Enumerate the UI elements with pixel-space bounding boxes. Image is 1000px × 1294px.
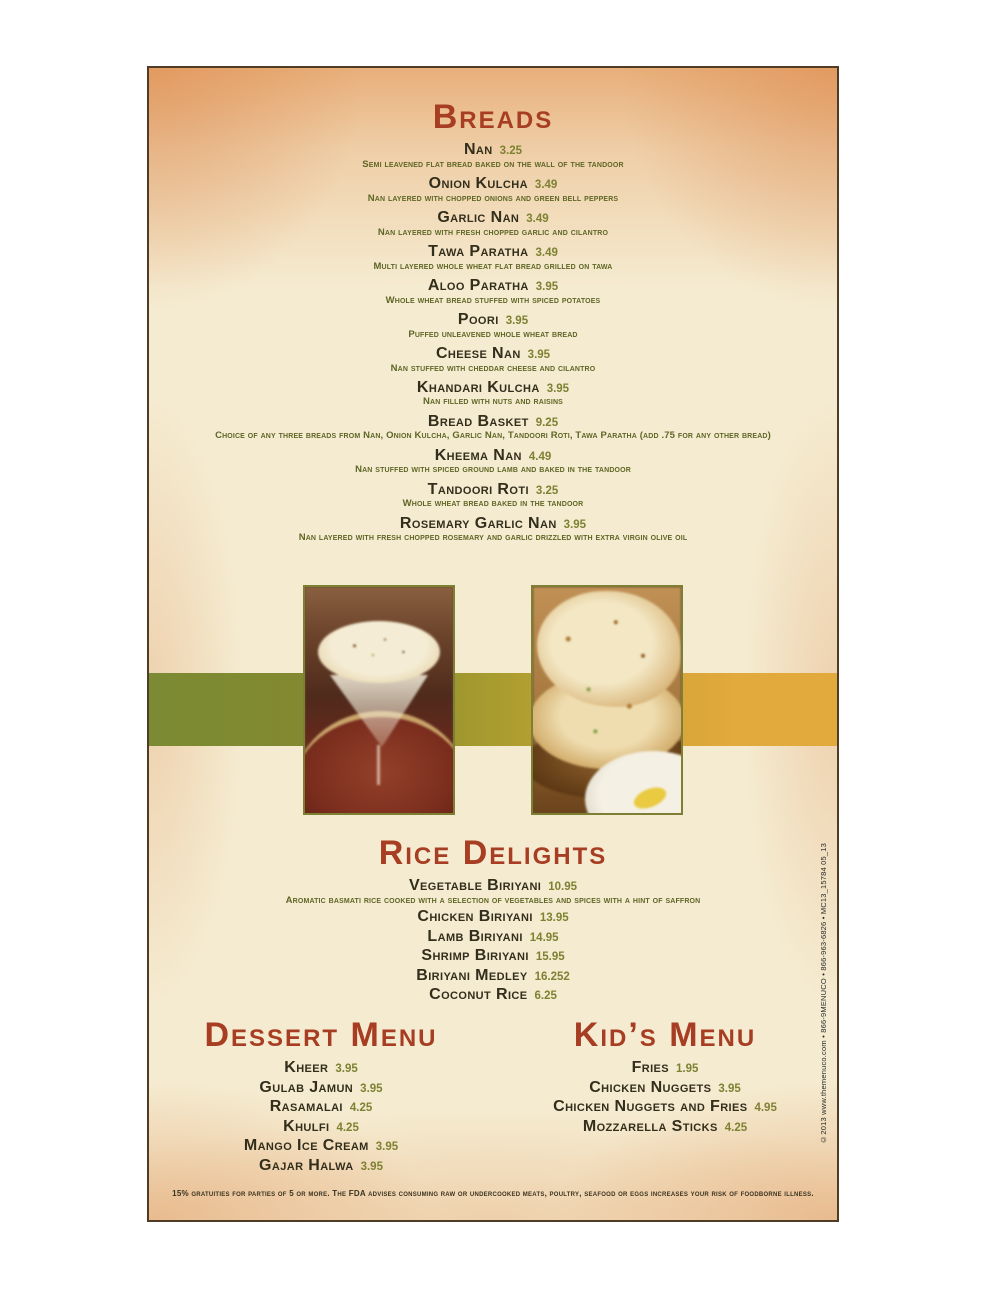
menu-item-price: 15.95 [535,951,565,964]
menu-item-line [149,1098,493,1116]
menu-item-price: 14.95 [529,931,559,944]
menu-item-description: Multi layered whole wheat flat bread grilled on tawa [373,260,613,272]
menu-item-line [493,1059,837,1077]
menu-item [493,1059,837,1077]
menu-item-description: Nan layered with fresh chopped garlic and cilantro [377,226,609,238]
menu-item [149,877,837,906]
menu-item-price: 1.95 [676,1063,699,1075]
section-title-rice-delights: Rice Delights [378,834,608,872]
section-title-dessert-menu: Dessert Menu [204,1016,438,1054]
naan-photo-art [533,587,681,813]
menu-item-line [149,175,837,193]
menu-item-name: Kheer [284,1059,329,1076]
naan-char-spots [541,597,677,765]
menu-item-description: Nan stuffed with spiced ground lamb and baked in the tandoor [355,464,631,476]
menu-item-line [149,413,837,431]
menu-item [149,1079,493,1097]
menu-item [149,928,837,946]
menu-item [149,1059,493,1077]
menu-item-line [493,1079,837,1097]
menu-item [149,1137,493,1155]
breads-item-list [149,141,837,544]
menu-item-name: Khandari Kulcha [416,378,540,396]
menu-item-price: 3.95 [335,1063,358,1075]
menu-item-line [149,447,837,465]
menu-item [149,986,837,1004]
menu-item-price: 4.25 [336,1121,359,1134]
menu-item-price: 10.95 [548,881,578,893]
menu-item-name: Mozzarella Sticks [582,1117,718,1135]
menu-item-description: Puffed unleavened whole wheat bread [408,328,578,340]
section-breads [149,100,837,549]
menu-item-price: 3.95 [535,280,559,293]
menu-item-name: Chicken Nuggets [589,1078,712,1096]
menu-item [149,209,837,238]
menu-item-name: Aloo Paratha [427,276,529,294]
menu-item-line [149,277,837,295]
menu-item-line [493,1118,837,1136]
menu-item-price: 3.25 [499,145,523,157]
menu-item-description: Whole wheat bread stuffed with spiced potatoes [385,294,601,306]
rice-item-list [149,877,837,1004]
menu-item-price: 3.49 [526,212,549,225]
menu-item-name: Lamb Biriyani [427,927,523,945]
menu-item [149,1118,493,1136]
menu-item-line [149,1059,493,1077]
menu-item [149,311,837,340]
kheer-cream-shape [318,621,440,683]
menu-item [149,175,837,204]
kheer-dessert-photo [303,585,455,815]
menu-item-name: Rasamalai [269,1098,343,1116]
photo-row [149,585,837,815]
menu-item-line [149,947,837,965]
menu-item-name: Chicken Nuggets and Fries [553,1098,748,1116]
menu-item-price: 4.95 [754,1102,777,1115]
menu-item-description: Nan layered with chopped onions and green bell peppers [367,192,619,204]
menu-item-name: Shrimp Biriyani [421,947,529,965]
menu-item-line [149,908,837,926]
menu-item [149,1157,493,1175]
section-dessert-menu [149,1018,493,1177]
menu-item-name: Mango Ice Cream [243,1137,369,1155]
print-credit-vertical-text: ©2013 www.themenuco.com • 866-9MENUCO • 866-963-6826 • MC13_15784 05_13 [819,843,828,1144]
menu-item-name: Biriyani Medley [416,966,528,984]
menu-item-line [149,379,837,397]
menu-item [149,379,837,408]
menu-item [149,141,837,170]
menu-item-line [493,1098,837,1116]
menu-item-description: Choice of any three breads from Nan, Onion Kulcha, Garlic Nan, Tandoori Roti, Tawa Paratha (add .75 for any other bread) [215,430,771,442]
menu-item-price: 3.95 [527,348,551,361]
menu-item-line [149,928,837,946]
menu-item-line [149,209,837,227]
menu-item [149,908,837,926]
naan-bread-basket-photo [531,585,683,815]
menu-item-price: 3.95 [360,1160,383,1173]
menu-item-description: Semi leavened flat bread baked on the wall of the tandoor [362,158,624,170]
kheer-photo-art [305,587,453,813]
menu-item-name: Cheese Nan [435,344,521,362]
menu-item-description: Nan stuffed with cheddar cheese and cilantro [390,362,596,374]
menu-item [493,1098,837,1116]
menu-item-name: Fries [631,1059,670,1076]
menu-item-line [149,141,837,159]
section-title-breads: Breads [432,98,554,136]
menu-item-description: Nan layered with fresh chopped rosemary and garlic drizzled with extra virgin olive oil [298,532,688,544]
bottom-sections [149,1018,837,1177]
menu-item-line [149,986,837,1004]
menu-item-name: Kheema Nan [434,446,522,464]
menu-item-line [149,877,837,895]
menu-item-price: 3.95 [718,1082,741,1095]
menu-item [149,277,837,306]
menu-item-line [149,515,837,533]
menu-item [149,481,837,510]
menu-item-name: Vegetable Biriyani [408,877,542,894]
menu-item-description: Aromatic basmati rice cooked with a selection of vegetables and spices with a hint of saffron [285,894,701,906]
menu-item-line [149,243,837,261]
menu-item-name: Poori [457,310,499,328]
menu-item-description: Whole wheat bread baked in the tandoor [402,498,584,510]
menu-item [493,1079,837,1097]
menu-item [149,967,837,985]
menu-item-name: Rosemary Garlic Nan [399,514,557,532]
menu-item-line [149,1157,493,1175]
menu-item-line [149,1118,493,1136]
dessert-item-list [149,1059,493,1175]
menu-item [149,515,837,544]
menu-card [147,66,839,1222]
menu-item-name: Tawa Paratha [428,242,529,260]
menu-item-price: 3.95 [360,1082,383,1095]
media-strip [149,573,837,835]
menu-item-price: 3.49 [534,178,558,191]
menu-item [149,447,837,476]
menu-item-price: 4.25 [724,1121,748,1134]
menu-item-name: Chicken Biriyani [417,907,533,925]
menu-item-price: 4.49 [528,450,552,463]
menu-item-line [149,1137,493,1155]
menu-item-name: Gajar Halwa [259,1156,354,1174]
menu-item-description: Nan filled with nuts and raisins [423,396,563,408]
menu-item-price: 13.95 [539,911,569,924]
menu-item-name: Gulab Jamun [259,1078,354,1096]
menu-item-name: Onion Kulcha [428,174,528,192]
kids-item-list [493,1059,837,1135]
menu-item [149,947,837,965]
menu-item-price: 3.49 [535,246,558,259]
menu-item-price: 3.95 [546,382,570,395]
menu-item-price: 6.25 [534,990,557,1003]
menu-item-name: Bread Basket [427,412,529,430]
section-kids-menu [493,1018,837,1177]
menu-item-price: 3.95 [375,1141,399,1154]
menu-item-name: Garlic Nan [437,208,520,226]
menu-item [149,1098,493,1116]
menu-item-price: 3.25 [535,484,559,497]
menu-item-name: Khulfi [283,1117,330,1135]
section-rice-delights [149,836,837,1006]
glass-stem-shape [377,745,380,785]
menu-item-price: 3.95 [505,314,529,327]
section-title-kids-menu: Kid’s Menu [573,1016,757,1054]
menu-item-price: 3.95 [563,518,587,531]
menu-item-line [149,967,837,985]
menu-item [493,1118,837,1136]
menu-item-name: Nan [463,141,493,158]
menu-item-line [149,311,837,329]
menu-item [149,345,837,374]
menu-item-price: 16.252 [534,970,570,983]
menu-item-price: 4.25 [349,1102,373,1115]
gratuity-fda-disclaimer: 15% gratuities for parties of 5 or more. The FDA advises consuming raw or undercooked meats, poultry, seafood or eggs increases your risk of foodborne illness. [172,1189,814,1198]
menu-item [149,243,837,272]
menu-item [149,413,837,442]
menu-item-name: Coconut Rice [429,986,528,1004]
menu-item-line [149,481,837,499]
menu-item-price: 9.25 [535,416,559,429]
menu-item-name: Tandoori Roti [427,480,529,498]
menu-item-line [149,345,837,363]
menu-item-line [149,1079,493,1097]
